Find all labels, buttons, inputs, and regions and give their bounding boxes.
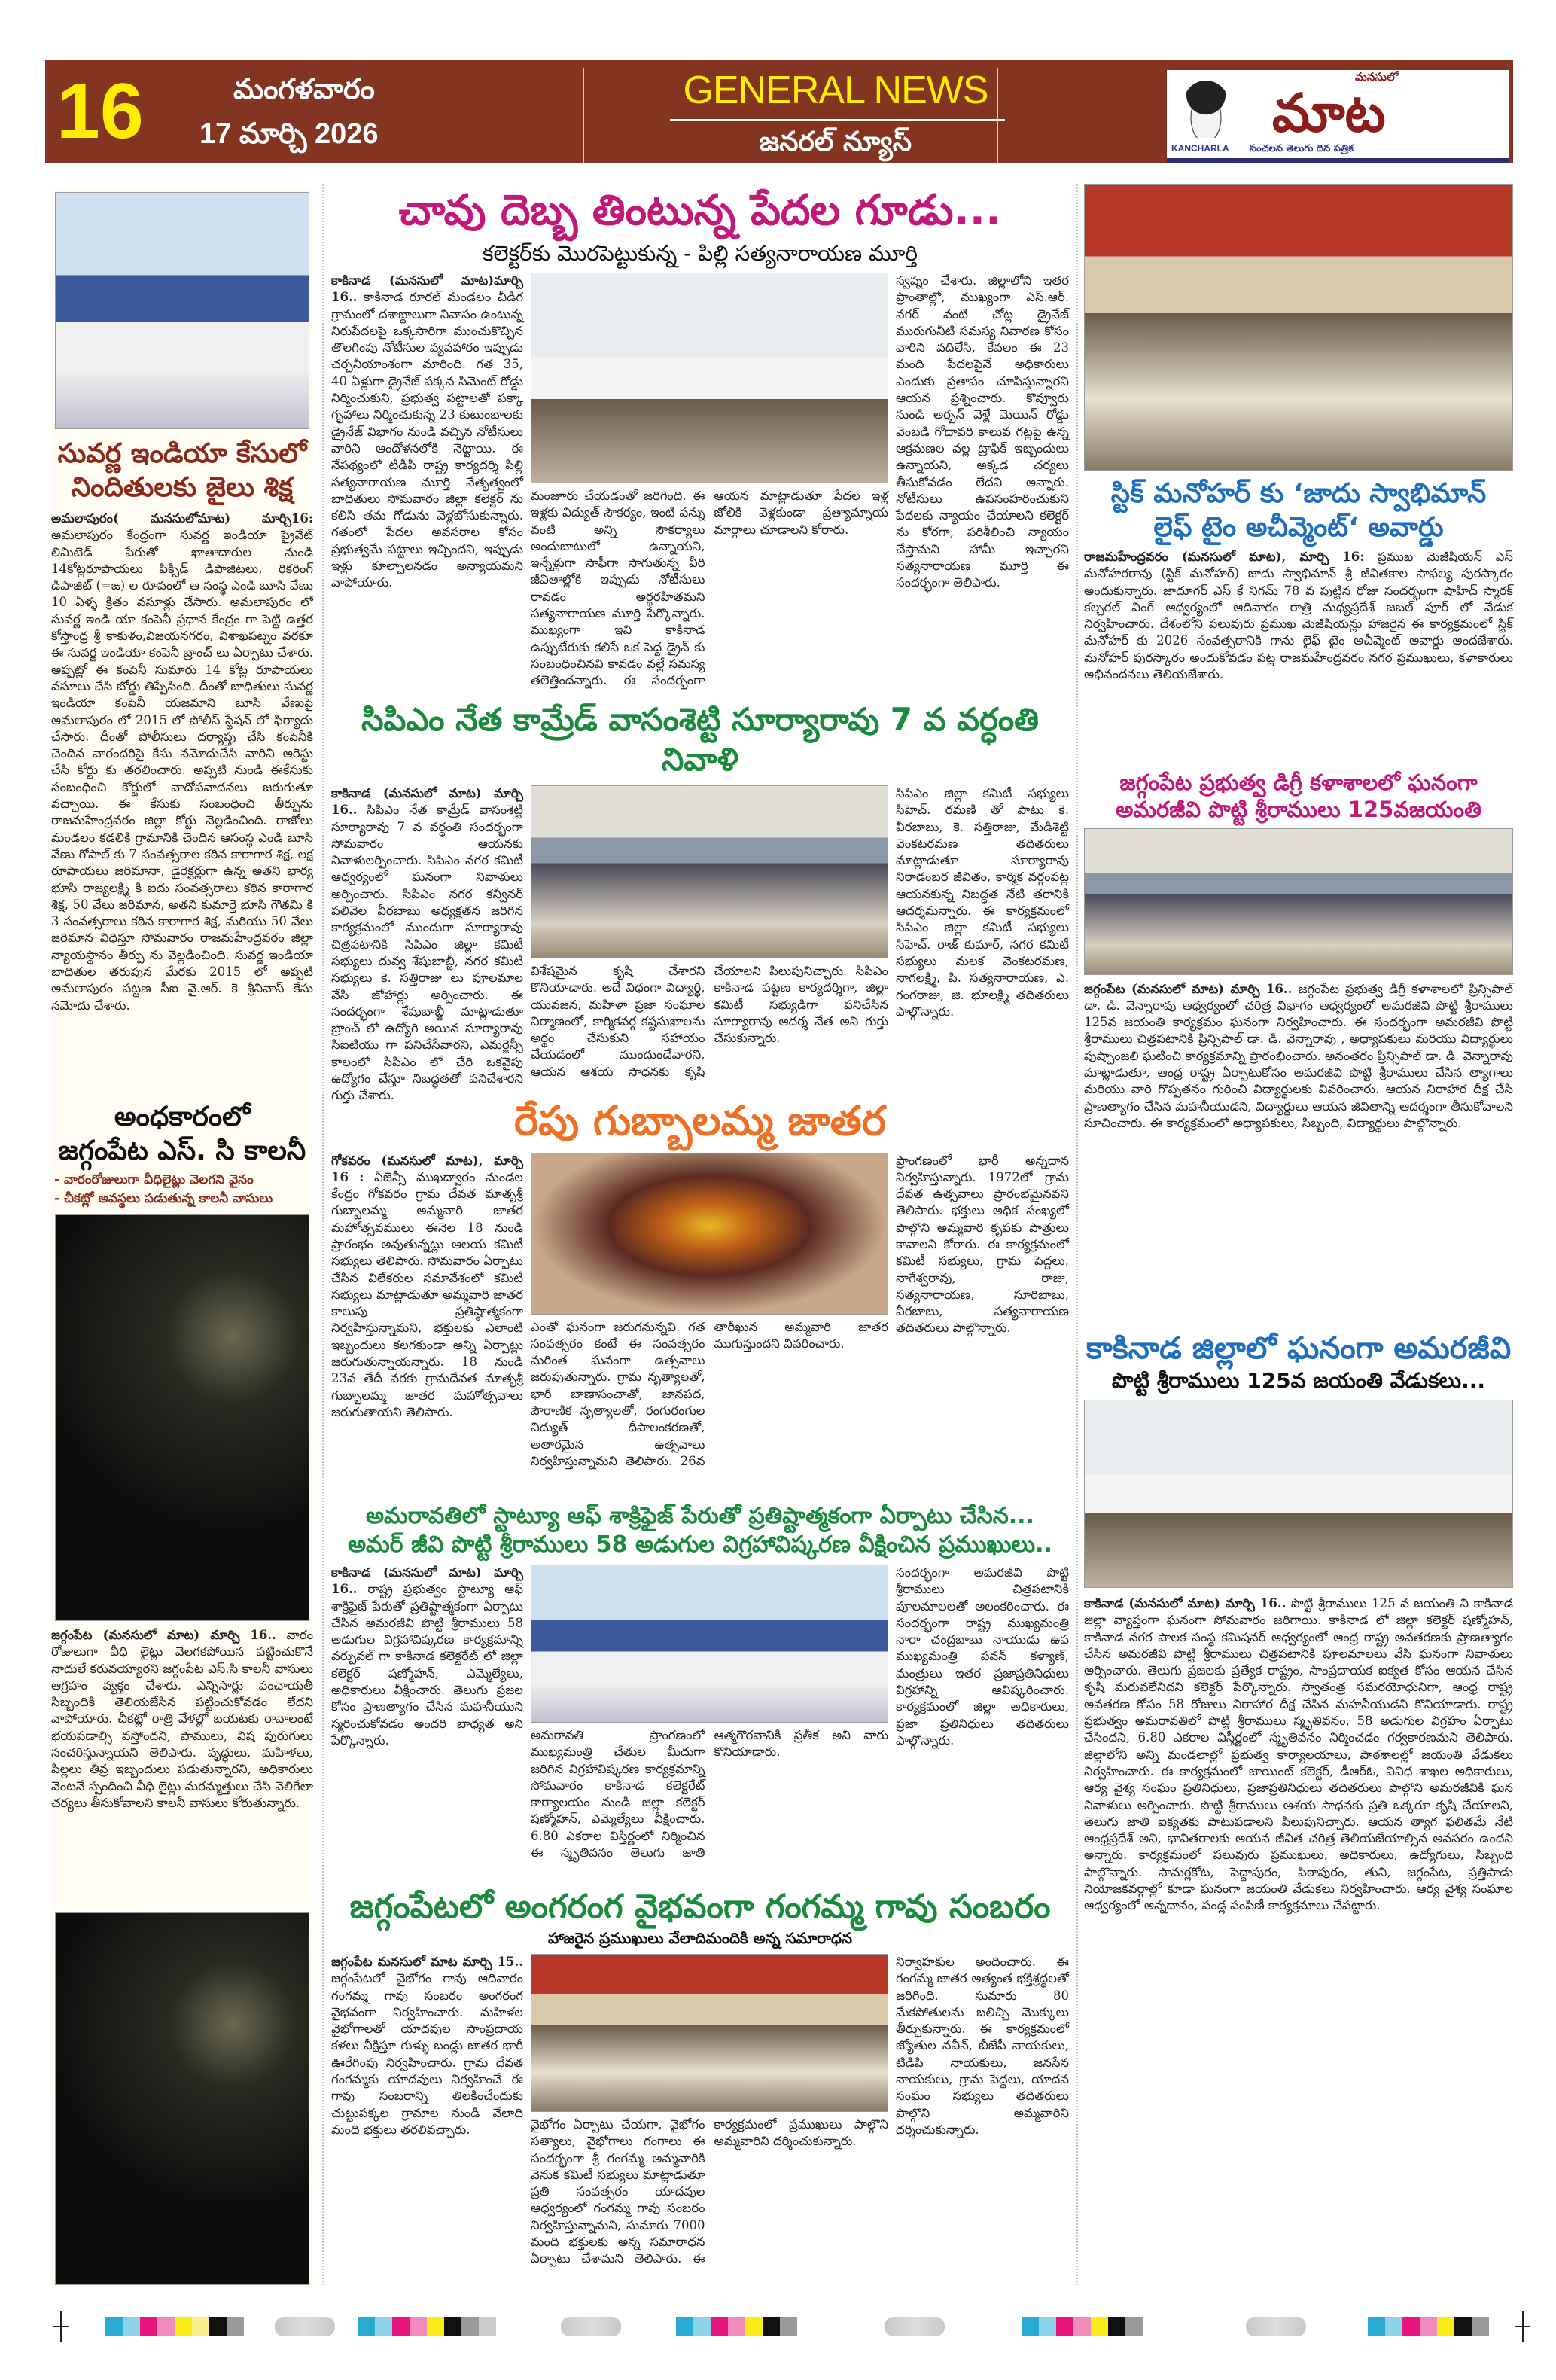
grey-swatch xyxy=(275,2317,335,2336)
subheadline: కలెక్టర్‌కు మొరపెట్టుకున్న - పిల్లి సత్యనారాయణ మూర్తి xyxy=(483,241,918,266)
section-title-telugu: జనరల్ న్యూస్ xyxy=(759,126,912,157)
suvarna-india-photo xyxy=(55,192,309,429)
article-column: నిర్వాహకుల అందించారు. ఈ గంగమ్మ జాతర అత్యంత భక్తిశ్రద్ధలతో జరిగింది. సుమారు 80 మేకపోతులను బలిచ్చి మొక్కులు తీర్చుకున్నారు. ఈ కార్యక్రమంలో జ్యోతుల నవీన్, బీజేపీ నాయకులు, టిడిపి నాయకులు, జనసేన నాయకులు, గ్రామ పెద్దలు, యాదవ సంఘం సభ్యులు తదితరులు పాల్గొని అమ్మవారిని దర్శించుకున్నారు. xyxy=(896,1955,1069,2137)
dateline: అమలాపురం( మనసులోమాట) మార్చి16: xyxy=(51,511,313,526)
article-body xyxy=(331,273,1069,696)
divider xyxy=(997,68,998,163)
article-houses xyxy=(331,184,1069,696)
section-rule xyxy=(670,119,1005,121)
college-event-photo xyxy=(1084,828,1513,975)
founder-portrait-icon xyxy=(1183,81,1229,138)
article-body xyxy=(331,1954,1069,2289)
article-body xyxy=(331,1565,1069,1879)
dateline: జగ్గంపేట (మనసులో మాట) మార్చి 16.. xyxy=(1084,981,1293,996)
logo-bar xyxy=(1167,158,1509,163)
subhead: - చీకట్లో అవస్థలు పడుతున్న కాలనీ వాసులు xyxy=(54,1191,273,1206)
section-title-english: GENERAL NEWS xyxy=(683,69,988,112)
article-column: సిపిఎం జిల్లా కమిటీ సభ్యులు సిహెచ్. రమణి తో పాటు కె. వీరబాబు, కె. సత్తిరాజు, మేడిశెట్టి వెంకటరమణ తదితరులు మాట్లాడుతూ సూర్యారావు నిరాడంబర జీవితం, కార్మిక వర్గంపట్ల ఆయనకున్న నిబద్ధత నేటి తరానికి ఆదర్శమన్నారు. ఈ కార్యక్రమంలో సిపిఎం జిల్లా కమిటీ సభ్యులు సిహెచ్. రాజ్ కుమార్, నగర కమిటీ సభ్యులు మలక వెంకటరమణ, నాగలక్ష్మి, పి. సత్యనారాయణ, ఎ. గంగరాజు, జి. భూలక్ష్మి తదితరులు పాల్గొన్నారు. xyxy=(896,786,1069,1019)
left-column xyxy=(51,188,313,2289)
article-statue-of-sacrifice xyxy=(331,1502,1069,1879)
dateline: జగ్గంపేట మనసులో మాట మార్చి 15.. xyxy=(331,1955,523,1969)
article-text: ఏజెన్సీ ముఖద్వారం మండల కేంద్రం గోకవరం గ్రామ దేవత మాతృశ్రీ గుబ్బాలమ్మ అమ్మవారి జాతర మహోత్సవములు ఈనెల 18 నుండి ప్రారంభం అవుతున్నట్లు ఆలయ కమిటీ సభ్యులు తెలిపారు. సోమవారం ఏర్పాటు చేసిన విలేకరుల సమావేశంలో కమిటీ సభ్యులు మాట్లాడుతూ అమ్మవారి జాతర కాలుపు ప్రతిష్ఠాత్మకంగా నిర్వహిస్తున్నామని, భక్తులకు ఎలాంటి ఇబ్బందులు కలగకుండా అన్ని ఏర్పాట్లు జరుగుతున్నాయన్నారు. 18 నుండి 23వ తేదీ వరకు గ్రామదేవత మాతృశ్రీ గుబ్బాలమ్మ జాతర మహోత్సవాలు జరుగుతాయని తెలిపారు. xyxy=(331,1169,523,1419)
photo-column xyxy=(531,273,888,696)
article-column: విశేషమైన కృషి చేశారని కొనియాడారు. అదే విధంగా విద్యార్థి, యువజన, మహిళా ప్రజా సంఘాల నిర్మాణంలో, కార్మికవర్గ కష్టసుఖాలను అర్థం చేసుకుని సహాయం చేయడంలో ముందుండేవారని, ఆయన ఆశయ సాధనకు కృషి చేయాలని పిలుపునిచ్చారు. సిపిఎం కాకినాడ పట్టణ కార్యదర్శిగా, జిల్లా కమిటీ సభ్యుడిగా పనిచేసిన సూర్యారావు ఆదర్శ నేత అని గుర్తు చేసుకున్నారు. xyxy=(531,964,888,1079)
article-column: వైభోగం ఏర్పాటు చేయగా, వైభోగం సత్యాలు, వైభోగాలు గంగాలు ఈ సందర్భంగా శ్రీ గంగమ్మ అమ్మవారికి వెనుక కమిటీ సభ్యులు మాట్లాడుతూ ప్రతి సంవత్సరం యాదవుల ఆధ్వర్యంలో గంగమ్మ గావు సంబరం నిర్వహిస్తున్నామని, సుమారు 7000 మంది భక్తులకు అన్న సమారాధన ఏర్పాటు చేశామని తెలిపారు. ఈ కార్యక్రమంలో ప్రముఖులు పాల్గొని అమ్మవారిని దర్శించుకున్నారు. xyxy=(531,2117,888,2266)
print-color-bar xyxy=(0,2311,1556,2342)
kakinada-headline: కాకినాడ జిల్లాలో ఘనంగా అమరజీవి xyxy=(1086,1331,1512,1366)
article-column xyxy=(331,1954,523,2289)
college-story xyxy=(1084,764,1513,1325)
subheadline: అమర్ జీవి పొట్టి శ్రీరాములు 58 అడుగుల విగ్రహావిష్కరణ వీక్షించిన ప్రముఖులు.. xyxy=(348,1531,1052,1558)
dateline: గోకవరం (మనసులో మాట), మార్చి 16 : xyxy=(331,1153,523,1184)
divider xyxy=(583,68,584,163)
grey-swatch xyxy=(1246,2317,1306,2336)
article-text: రాష్ట్ర ప్రభుత్వం స్టాట్యూ ఆఫ్ శాక్రిఫైజ్ పేరుతో ప్రతిష్టాత్మకంగా ఏర్పాటు చేసిన అమరజీవి పొట్టి శ్రీరాములు 58 అడుగుల విగ్రహావిష్కరణ కార్యక్రమాన్ని వర్చువల్ గా కాకినాడ కలెక్టరేట్ లో జిల్లా కలెక్టర్ షణ్మోహన్, ఎమ్మెల్యేలు, అధికారులు వీక్షించారు. తెలుగు ప్రజల కోసం ప్రాణత్యాగం చేసిన మహనీయుని స్మరించుకోవడం అందరి బాధ్యత అని పేర్కొన్నారు. xyxy=(331,1582,523,1748)
kakinada-body xyxy=(1084,1595,1513,2293)
colony-body xyxy=(51,1627,313,1905)
college-body xyxy=(1084,981,1513,1326)
dateline: జగ్గంపేట (మనసులో మాట) మార్చి 16.. xyxy=(51,1628,276,1642)
article-text: వారం రోజులుగా వీధి లైట్లు వెలగకపోయిన పట్టించుకొనే నాదులే కరువయ్యారని జగ్గంపేట ఎస్.సి కాలనీ వాసులు ఆగ్రహం వ్యక్తం చేశారు. ఎన్నిసార్లు పంచాయతీ సిబ్బందికి తెలియజేసిన పట్టించుకోవడం లేదని వాపోయారు. చీకట్లో రాత్రి వేళల్లో బయటకు రావాలంటే భయపడాల్సి వస్తోందని, పాములు, విష పురుగులు సంచరిస్తున్నాయని తెలిపారు. వృద్ధులు, మహిళలు, పిల్లలు తీవ్ర ఇబ్బందులు పడుతున్నారని, అధికారులు వెంటనే స్పందించి వీధి లైట్లు మరమ్మత్తులు చేసి వెలిగేలా చర్యలు తీసుకోవాలని కాలనీ వాసులు కోరుతున్నారు. xyxy=(51,1628,313,1810)
photo-column xyxy=(531,785,888,1092)
festival-photo xyxy=(531,1954,888,2112)
dateline: కాకినాడ (మనసులో మాట)మార్చి 16.. xyxy=(331,273,523,305)
article-text: సిపిఎం నేత కామ్రేడ్ వాసంశెట్టి సూర్యారావు 7 వ వర్ధంతి సందర్భంగా సోమవారం ఆయనకు నివాళులర్పించారు. సిపిఎం నగర కమిటీ ఆధ్వర్యంలో ఘనంగా నివాళులు అర్పించారు. సిపిఎం నగర కన్వీనర్ పలివెల వీరబాబు అధ్యక్షతన జరిగిన కార్యక్రమంలో ముందుగా సూర్యారావు చిత్రపటానికి సిపిఎం జిల్లా కమిటీ సభ్యులు దువ్వ శేషుబాబ్జీ, నగర కమిటీ సభ్యులు కె. సత్తిరాజు లు పూలమాల వేసి జోహార్లు అర్పించారు. ఈ సందర్భంగా శేషుబాబ్జీ మాట్లాడుతూ బ్రాంచ్ లో ఉద్యోగి అయిన సూర్యారావు సిఐటియు గా పనిచేసేవారని, ఎమర్జెన్సీ కాలంలో సిపిఎం లో చేరి ఒకవైపు ఉద్యోగం చేస్తూ నిబద్ధతతో పనిచేశారని గుర్తు చేశారు. xyxy=(331,803,523,1103)
article-gubbalamma-jatara xyxy=(331,1096,1069,1495)
article-cpm-tribute xyxy=(331,700,1069,1103)
suvarna-body xyxy=(51,510,313,1096)
dark-street-photo xyxy=(55,1214,309,1621)
article-column xyxy=(331,1565,523,1879)
headline-line: స్టిక్ మనోహర్ కు ‘జాదు స్వాభిమాన్ xyxy=(1110,478,1487,509)
dateline: కాకినాడ (మనసులో మాట) మార్చి 16.. xyxy=(331,1565,523,1597)
article-column: మంజూరు చేయడంతో జరిగింది. ఈ ఇళ్లకు విద్యుత్ సౌకర్యం, ఇంటి పన్ను వంటి అన్ని సౌకర్యాలు అందుబాటులో ఉన్నాయని, ఇన్నేళ్లుగా సాఫీగా సాగుతున్న వీరి జీవితాల్లోకి ఇప్పుడు నోటీసులు రావడం అర్థరహితమని సత్యనారాయణ మూర్తి పేర్కొన్నారు. ముఖ్యంగా ఇవి కాకినాడ ఉప్పుటేరుకు కలిసే ఒక పెద్ద డ్రైన్ కు సంబంధించినవి కావడం వల్లే సమస్య తలెత్తిందన్నారు. ఈ సందర్భంగా ఆయన మాట్లాడుతూ పేదల ఇళ్ల జోలికి వెళ్లకుండా ప్రత్యామ్నాయ మార్గాలు చూడాలని కోరారు. xyxy=(531,489,888,688)
logo-caption: KANCHARLA xyxy=(1171,143,1229,154)
collectorate-viewing-photo xyxy=(531,1565,888,1723)
headline: అమరావతిలో స్టాట్యూ ఆఫ్ శాక్రిఫైజ్ పేరుతో ప్రతిష్టాత్మకంగా ఏర్పాటు చేసిన... xyxy=(366,1503,1034,1529)
colony-story xyxy=(51,1096,313,2289)
award-body xyxy=(1084,549,1513,764)
article-text: జగ్గంపేట ప్రభుత్వ డిగ్రీ కళాశాలలో ప్రిన్సిపాల్ డా. డి. వెన్నారావు ఆధ్వర్యంలో చరిత్ర విభాగం ఆధ్వర్యంలో అమరజీవి పొట్టి శ్రీరాములు 125వ జయంతి కార్యక్రమం ఘనంగా నిర్వహించారు. ఈ సందర్భంగా అమరజీవి పొట్టి శ్రీరాములు చిత్రపటానికి ప్రిన్సిపాల్ డా. డి. వెన్నారావు , అధ్యాపకులు మరియు విద్యార్థులు పుష్పాంజలి ఘటించి కార్యక్రమాన్ని ప్రారంభించారు. అనంతరం ప్రిన్సిపాల్ డా. డి. వెన్నారావు మాట్లాడుతూ, ఆంధ్ర రాష్ట్ర ఏర్పాటుకోసం అమరజీవి పొట్టి శ్రీరాములు చేసిన త్యాగాలు మరియు వారి గొప్పతనం గురించి విద్యార్థులకు వివరించారు. ఆయన నిరాహార దీక్ష చేసి ప్రాణత్యాగం చేసిన మహనీయుడని, విద్యార్థులు ఆయన జీవితాన్ని ఆదర్శంగా తీసుకోవాలని సూచించారు. ఈ కార్యక్రమంలో అధ్యాపకులు, సిబ్బంది, విద్యార్థులు పాల్గొన్నారు. xyxy=(1084,981,1513,1130)
award-story xyxy=(1084,184,1513,764)
dateline: కాకినాడ (మనసులో మాట) మార్చి 16.. xyxy=(331,786,523,818)
subhead: - వారంరోజులుగా వీధిలైట్లు వెలగని వైనం xyxy=(54,1172,254,1187)
kakinada-tribute-photo xyxy=(1084,1400,1513,1588)
dark-colony-photo xyxy=(55,1912,309,2285)
cmyk-swatch xyxy=(358,2317,496,2336)
suvarna-headline xyxy=(51,437,313,504)
headline-line: అంధకారంలో xyxy=(114,1102,251,1132)
headline-line: జగ్గంపేట ఎస్. సి కాలనీ xyxy=(58,1135,306,1166)
right-column xyxy=(1084,184,1513,2293)
article-text: ప్రముఖ మెజీషియన్ ఎస్ మనోహరరావు (స్టిక్ మనోహర్) జాదు స్వాభిమాన్ శ్రీ జీవితకాల సాఫల్య పురస్కారం అందుకున్నారు. జాదూగర్ ఎస్ కే నిగమ్ 78 వ పుట్టిన రోజు సందర్భంగా షాహిద్ స్మారక్ కల్చరల్ వింగ్ ఆధ్వర్యంలో ఆదివారం రాత్రి మధ్యప్రదేశ్ జబల్ పూర్ లో వేడుక నిర్వహించారు. దేశంలోని పలువురు ప్రముఖ మెజీషియన్లు హాజరైన ఈ కార్యక్రమంలో స్టిక్ మనోహర్ కు 2026 సంవత్సరానికి గాను లైఫ్ టైం అచీవ్మెంట్ అవార్డు అందజేశారు. మనోహర్ పురస్కారం అందుకోవడం పట్ల రాజమహేంద్రవరం నగర ప్రముఖులు, కళాకారులు అభినందనలు తెలియజేశారు. xyxy=(1084,550,1513,682)
cmyk-swatch xyxy=(676,2317,797,2336)
article-column xyxy=(331,273,523,696)
dateline: కాకినాడ (మనసులో మాట) మార్చి 16.. xyxy=(1084,1596,1287,1611)
article-column xyxy=(331,1153,523,1495)
article-column: ఎంతో ఘనంగా జరుగనున్నవి. గత సంవత్సరం కంటే ఈ సంవత్సరం మరింత ఘనంగా ఉత్సవాలు జరుపుతున్నారు. గ్రామ నృత్యాలతో, భారీ బాణాసంచాతో, జానపద, పౌరాణిక నృత్యాలతో, రంగురంగుల విద్యుత్ దీపాలంకరణతో, అతారమైన ఉత్సవాలు నిర్వహిస్తున్నామని తెలిపారు. 26వ తారీఖున అమ్మవారి జాతర ముగుస్తుందని వివరించారు. xyxy=(531,1319,888,1468)
registration-mark-icon xyxy=(60,2311,62,2342)
kakinada-subheadline: పొట్టి శ్రీరాములు 125వ జయంతి వేడుకలు... xyxy=(1111,1368,1486,1393)
cmyk-swatch xyxy=(1022,2317,1143,2336)
headline-line: లైఫ్ టైం అచీవ్మెంట్‘ అవార్డు xyxy=(1153,512,1444,543)
column-divider xyxy=(1076,184,1078,2285)
article-column xyxy=(331,785,523,1103)
tribute-photo xyxy=(531,785,888,958)
article-column: సందర్భంగా అమరజీవి పొట్టి శ్రీరాములు చిత్రపటానికి పూలమాలలతో అలంకరించారు. ఈ సందర్భంగా రాష్ట్ర ముఖ్యమంత్రి నారా చంద్రబాబు నాయుడు ఉప ముఖ్యమంత్రి పవన్ కళ్యాణ్, మంత్రులు ఇతర ప్రజాప్రతినిధులు విగ్రహాన్ని ఆవిష్కరించారు. కార్యక్రమంలో జిల్లా అధికారులు, ప్రజా ప్రతినిధులు తదితరులు పాల్గొన్నారు. xyxy=(896,1565,1069,1748)
column-divider xyxy=(322,184,324,2285)
subheadline: హాజరైన ప్రముఖులు వేలాదిమందికి అన్న సమారాధన xyxy=(547,1929,853,1947)
newspaper-logo xyxy=(1167,70,1509,163)
date: 17 మార్చి 2026 xyxy=(199,118,379,150)
article-text: అమలాపురం కేంద్రంగా సువర్ణ ఇండియా ప్రైవేట్ లిమిటెడ్ పేరుతో ఖాతాదారుల నుండి 14కోట్లరూపాయలు ఫిక్సిడ్ డిపాజిటలు, రికరింగ్ డిపాజిట్ (=ఙ) ల రూపంలో ఆ సంస్థ ఎండి బూసి వేణు 10 ఏళ్ళ క్రితం వసూళ్లు చేసారు. అమలాపురం లో సువర్ణ ఇండి యా కంపెనీ ప్రధాన కేంద్రం గా పెట్టి ఉత్తర కోస్తాంధ్ర శ్రీ కాకుళం,విజయనగరం, విశాఖపట్నం వరకూ ఈ సువర్ణ ఇండియా కంపెనీ బ్రాంచ్ లు ఏర్పాటు చేశారు. అప్పట్లో ఈ కంపెనీ సుమారు 14 కోట్ల రూపాయలు వసూలు చేసి బోర్డు తిప్పేసింది. దీంతో బాధితులు సువర్ణ ఇండియా కంపెనీ యజమాని బూసి వేణుపై అమలాపురం లో 2015 లో పోలీస్ స్టేషన్ లో ఫిర్యాదు చేసారు. దీంతో పోలీసులు దర్యాప్తు చేసి కంపెనీకి చెందిన వారందరిపై కేసు నమోదుచేసి వారిని అరెస్టు చేసి కోర్టు కు తరలించారు. అప్పటి నుండి ఈకేసుకు సంబంధించి కోర్టులో వాదోపవాదనలు జరుగుతూ వచ్చాయి. ఈ కేసుకు సంబంధించి తీర్పును రాజమహేంద్రవరం జిల్లా కోర్టు వెల్లడించింది. రాజోలు మండలం కడలికి గ్రామానికి చెందిన ఆసంస్థ ఎండి బూసి వేణు గోపాల్ కు 7 సంవత్సరాల కఠిన కారాగార శిక్ష, లక్ష రూపాయలు జరిమానా, డైరెక్టర్లుగా ఉన్న అతని భార్య భూసి రాజ్యలక్ష్మి కి ఐదు సంవత్సరాలు కఠిన కారాగార శిక్ష, 50 వేలు జరిమాన, అతని కుమార్తె భూసి గౌతమి కి 3 సంవత్సరాలు కఠిన కారాగార శిక్ష, మరియు 50 వేలు జరిమాన విధిస్తూ సోమవారం రాజమహేంద్రవరం జిల్లా న్యాయస్థానం తీర్పు ను వెల్లడించింది. సువర్ణ ఇండియా బాధితుల తరుపున మేరకు 2015 లో అప్పటి అమలాపురం పట్టణ సీఐ వై.ఆర్. కె శ్రీనివాస్ కేసు నమోదు చేశారు. xyxy=(51,528,313,1013)
article-column: అమరావతి ప్రాంగణంలో ముఖ్యమంత్రి చేతుల మీదుగా జరిగిన విగ్రహావిష్కరణ కార్యక్రమాన్ని సోమవారం కాకినాడ కలెక్టరేట్ కార్యాలయం నుండి జిల్లా కలెక్టర్ షణ్మోహన్, ఎమ్మెల్యేలు వీక్షించారు. 6.80 ఎకరాల విస్తీర్ణంలో నిర్మించిన ఈ స్మృతివనం తెలుగు జాతి ఆత్మగౌరవానికి ప్రతీక అని వారు కొనియాడారు. xyxy=(531,1728,888,1860)
registration-mark-icon xyxy=(1522,2311,1524,2342)
college-headline xyxy=(1084,769,1513,824)
cmyk-swatch xyxy=(1368,2317,1489,2336)
headline: చావు దెబ్బ తింటున్న పేదల గూడు... xyxy=(398,186,1002,235)
grey-swatch xyxy=(885,2317,945,2336)
kakinada-story xyxy=(1084,1325,1513,2293)
photo-column xyxy=(531,1954,888,2289)
article-text: జగ్గంపేటలో వైభోగం గావు ఆదివారం గంగమ్మ గావు సంబరం అంగరంగ వైభవంగా నిర్వహించారు. మహిళల వైభోగాలతో యాదవుల సాంప్రదాయ కళలు వీక్షిస్తూ గుళ్ళు బండ్లు జాతర భారీ ఊరేగింపు నిర్వహించారు. గ్రామ దేవత గంగమ్మకు యాదవులు నిర్వహించే ఈ గావు సంబరాన్ని తిలకించేందుకు చుట్టుపక్కల గ్రామాల నుండి వేలాది మంది భక్తులు తరలివచ్చారు. xyxy=(331,1971,523,2137)
dateline: రాజమహేంద్రవరం (మనసులో మాట), మార్చి 16: xyxy=(1084,550,1365,564)
logo-brand: మాట xyxy=(1272,82,1386,144)
photo-column xyxy=(531,1565,888,1879)
headline: రేపు గుబ్బాలమ్మ జాతర xyxy=(514,1097,886,1144)
colony-headline xyxy=(51,1100,313,1168)
grey-swatch xyxy=(561,2317,621,2336)
award-ceremony-photo xyxy=(1084,184,1513,471)
headline-line: సువర్ణ ఇండియా కేసులో xyxy=(57,438,307,469)
headline-line: జగ్గంపేట ప్రభుత్వ డిగ్రీ కళాశాలలో ఘనంగా xyxy=(1119,769,1478,795)
suvarna-story xyxy=(51,188,313,1096)
headline-line: నిందితులకు జైలు శిక్ష xyxy=(71,472,294,503)
logo-small-text: మనసులో xyxy=(1355,70,1399,84)
collector-meeting-photo xyxy=(531,273,888,483)
article-body xyxy=(331,1153,1069,1495)
weekday: మంగళవారం xyxy=(233,72,375,105)
masthead xyxy=(45,60,1513,163)
colony-subheads xyxy=(51,1171,313,1208)
logo-tagline: సంచలన తెలుగు దిన పత్రిక xyxy=(1250,143,1354,154)
page-number: 16 xyxy=(56,68,144,155)
article-body xyxy=(331,785,1069,1103)
article-text: కాకినాడ రూరల్ మండలం చీడిగ గ్రామంలో దశాబ్దాలుగా నివాసం ఉంటున్న నిరుపేదలపై ఒక్కసారిగా ముంచుకొచ్చిన తొలగింపు నోటీసుల వ్యవహారం ఇప్పుడు చర్చనీయాంశంగా మారింది. గత 35, 40 ఏళ్లుగా డ్రైనేజ్ పక్కన సిమెంట్ రోడ్డు నిర్మించుకుని, ప్రభుత్వ పట్టాలతో పక్కా గృహాలు నిర్మించుకున్న 23 కుటుంబాలకు డ్రైనేజ్ విభాగం నుండి వచ్చిన నోటీసులు వారిని ఆందోళనలోకి నెట్టాయి. ఈ నేపథ్యంలో టీడీపీ రాష్ట్ర కార్యదర్శి పిల్లి సత్యనారాయణ మూర్తి నేతృత్వంలో బాధితులు సోమవారం జిల్లా కలెక్టర్ ను కలిసి తమ గోడును వెళ్లబోసుకున్నారు. గతంలో పేదల అవసరాల కోసం ప్రభుత్వమే పట్టాలు ఇచ్చిందని, ఇప్పుడు ఇళ్లు కూల్చాలనడం అన్యాయమని వాపోయారు. xyxy=(331,290,523,590)
article-column: ప్రాంగణంలో భారీ అన్నదాన నిర్వహిస్తున్నారు. 1972లో గ్రామ దేవత ఉత్సవాలు ప్రారంభమైనవని తెలిపారు. భక్తులు అధిక సంఖ్యలో పాల్గొని అమ్మవారి కృపకు పాత్రులు కావాలని కోరారు. ఈ కార్యక్రమంలో కమిటీ సభ్యులు, గ్రామ పెద్దలు, నాగేశ్వరావు, రాజు, సత్యనారాయణ, సూరిబాబు, వీరబాబు, సత్యనారాయణ తదితరులు పాల్గొన్నారు. xyxy=(896,1153,1069,1336)
headline: జగ్గంపేటలో అంగరంగ వైభవంగా గంగమ్మ గావు సంబరం xyxy=(349,1888,1051,1926)
cmyk-swatch xyxy=(105,2317,244,2336)
goddess-temple-photo xyxy=(531,1153,888,1315)
article-column: స్వప్నం చేశారు. జిల్లాలోని ఇతర ప్రాంతాల్లో, ముఖ్యంగా ఎస్.ఆర్. నగర్ వంటి చోట్ల డ్రైనేజ్ మురుగునీటి సమస్య నివారణ కోసం వారిని వదిలేసి, కేవలం ఈ 23 మంది పేదలపైనే అధికారులు ఎందుకు ప్రతాపం చూపిస్తున్నారని ఆయన ప్రశ్నించారు. కొవ్వూరు నుండి అర్బన్ వెళ్లే మెయిన్ రోడ్డు వెంబడి గోదావరి కాలువ గట్లపై ఉన్న ఆక్రమణల వల్ల ట్రాఫిక్ ఇబ్బందులు ఉన్నాయని, అక్కడ చర్యలు తీసుకోవడం లేదని అన్నారు. నోటీసులు ఉపసంహరించుకుని పేదలకు న్యాయం చేయాలని కలెక్టర్ ను కోరగా, పరిశీలించి న్యాయం చేస్తామని హామీ ఇచ్చారని సత్యనారాయణ మూర్తి ఈ సందర్భంగా తెలిపారు. xyxy=(896,273,1069,590)
award-headline xyxy=(1084,477,1513,544)
photo-column xyxy=(531,1153,888,1495)
headline: సిపిఎం నేత కామ్రేడ్ వాసంశెట్టి సూర్యారావు 7 వ వర్ధంతి నివాళి xyxy=(361,701,1040,778)
article-text: పొట్టి శ్రీరాములు 125 వ జయంతి ని కాకినాడ జిల్లా వ్యాప్తంగా ఘనంగా సోమవారం జరిగాయి. కాకినాడ లో జిల్లా కలెక్టర్ షణ్మోహన్, కాకినాడ నగర పాలక సంస్థ కమిషనర్ ఆధ్వర్యంలో ఆంధ్ర రాష్ట్ర అవతరణకు ప్రాణత్యాగం చేసిన అమరజీవి పొట్టి శ్రీరాములు చిత్రపటానికి పూలమాలలు వేసి ఘనంగా నివాళులు అర్పించారు. తెలుగు ప్రజలకు ప్రత్యేక రాష్ట్రం, సాంప్రదాయక ఐక్యత కోసం ఆయన చేసిన కృషి మరువలేనిదని కలెక్టర్ పేర్కొన్నారు. స్వాతంత్ర సమరయోధునిగా, ఆంధ్ర రాష్ట్ర అవతరణ కోసం 58 రోజులు నిరాహార దీక్ష చేసిన మహనీయుడని కొనియాడారు. రాష్ట్ర ప్రభుత్వం అమరావతిలో పొట్టి శ్రీరాములు స్మృతివనం, 58 అడుగుల విగ్రహం ఏర్పాటు చేసిందని, 6.80 ఎకరాల విస్తీర్ణంలో స్మృతివనం నిర్మించడం గర్వకారణమని తెలిపారు. జిల్లాలోని అన్ని మండలాల్లో ప్రభుత్వ కార్యాలయాలు, పాఠశాలల్లో జయంతి వేడుకలు నిర్వహించారు. ఈ కార్యక్రమంలో జాయింట్ కలెక్టర్, డీఆర్ఓ, వివిధ శాఖల అధికారులు, ఆర్య వైశ్య సంఘం ప్రతినిధులు, ప్రజాప్రతినిధులు తదితరులు పాల్గొని అమరజీవికి ఘన నివాళులు అర్పించారు. పొట్టి శ్రీరాములు ఆశయ సాధనకు ప్రతి ఒక్కరూ కృషి చేయాలని, తెలుగు జాతి ఐక్యతకు పాటుపడాలని పిలుపునిచ్చారు. ఆయన త్యాగ ఫలితమే నేటి ఆంధ్రప్రదేశ్ అని, భావితరాలకు ఆయన జీవిత చరిత్ర తెలియజేయాల్సిన అవసరం ఉందని అన్నారు. కార్యక్రమంలో పలువురు ప్రముఖులు, అధికారులు, ఉద్యోగులు, సిబ్బంది పాల్గొన్నారు. సామర్లకోట, పెద్దాపురం, పిఠాపురం, తుని, జగ్గంపేట, ప్రత్తిపాడు నియోజకవర్గాల్లో కూడా ఘనంగా జయంతి వేడుకలు నిర్వహించారు. ఆర్య వైశ్య సంఘాల ఆధ్వర్యంలో అన్నదానం, పండ్ల పంపిణీ కార్యక్రమాలు చేపట్టారు. xyxy=(1084,1596,1513,1913)
headline-line: అమరజీవి పొట్టి శ్రీరాములు 125వజయంతి xyxy=(1116,797,1481,823)
article-gangamma-festival xyxy=(331,1886,1069,2289)
